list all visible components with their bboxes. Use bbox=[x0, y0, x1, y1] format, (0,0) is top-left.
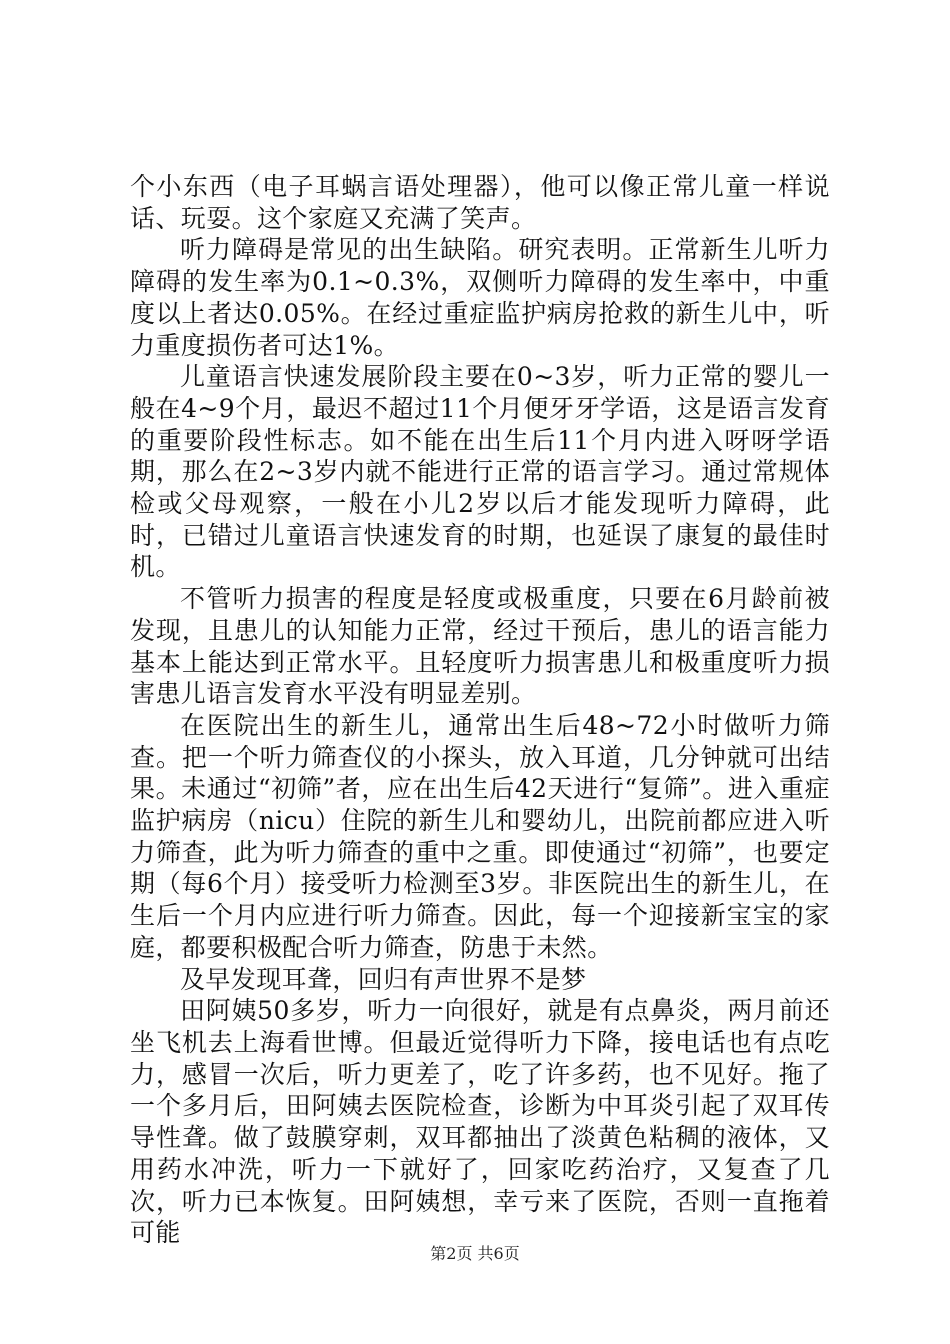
paragraph: 田阿姨50多岁，听力一向很好，就是有点鼻炎，两月前还坐飞机去上海看世博。但最近觉得听力下降，接电话也有点吃力，感冒一次后，听力更差了，吃了许多药，也不见好。拖了一个多月后，田阿姨去医院检查，诊断为中耳炎引起了双耳传导性聋。做了鼓膜穿刺，双耳都抽出了淡黄色粘稠的液体，又用药水冲洗，听力一下就好了，回家吃药治疗，又复查了几次，听力已本恢复。田阿姨想，幸亏来了医院，否则一直拖着可能 bbox=[130, 996, 830, 1248]
page-footer bbox=[0, 1243, 950, 1265]
paragraph: 在医院出生的新生儿，通常出生后48~72小时做听力筛查。把一个听力筛查仪的小探头，放入耳道，几分钟就可出结果。未通过“初筛”者，应在出生后42天进行“复筛”。进入重症监护病房（nicu）住院的新生儿和婴幼儿，出院前都应进入听力筛查，此为听力筛查的重中之重。即使通过“初筛”，也要定期（每6个月）接受听力检测至3岁。非医院出生的新生儿，在生后一个月内应进行听力筛查。因此，每一个迎接新宝宝的家庭，都要积极配合听力筛查，防患于未然。 bbox=[130, 710, 830, 962]
page-number: 第2页 共6页 bbox=[430, 1244, 520, 1263]
paragraph: 儿童语言快速发展阶段主要在0~3岁，听力正常的婴儿一般在4~9个月，最迟不超过11个月便牙牙学语，这是语言发育的重要阶段性标志。如不能在出生后11个月内进入呀呀学语期，那么在2~3岁内就不能进行正常的语言学习。通过常规体检或父母观察，一般在小儿2岁以后才能发现听力障碍，此时，已错过儿童语言快速发育的时期，也延误了康复的最佳时机。 bbox=[130, 362, 830, 582]
paragraph: 不管听力损害的程度是轻度或极重度，只要在6月龄前被发现，且患儿的认知能力正常，经过干预后，患儿的语言能力基本上能达到正常水平。且轻度听力损害患儿和极重度听力损害患儿语言发育水平没有明显差别。 bbox=[130, 584, 830, 709]
paragraph: 个小东西（电子耳蜗言语处理器），他可以像正常儿童一样说话、玩耍。这个家庭又充满了笑声。 bbox=[130, 172, 830, 233]
paragraph: 听力障碍是常见的出生缺陷。研究表明。正常新生儿听力障碍的发生率为0.1~0.3%，双侧听力障碍的发生率中，中重度以上者达0.05%。在经过重症监护病房抢救的新生儿中，听力重度损伤者可达1%。 bbox=[130, 235, 830, 360]
body-text bbox=[130, 171, 830, 1249]
section-heading: 及早发现耳聋，回归有声世界不是梦 bbox=[180, 964, 587, 994]
